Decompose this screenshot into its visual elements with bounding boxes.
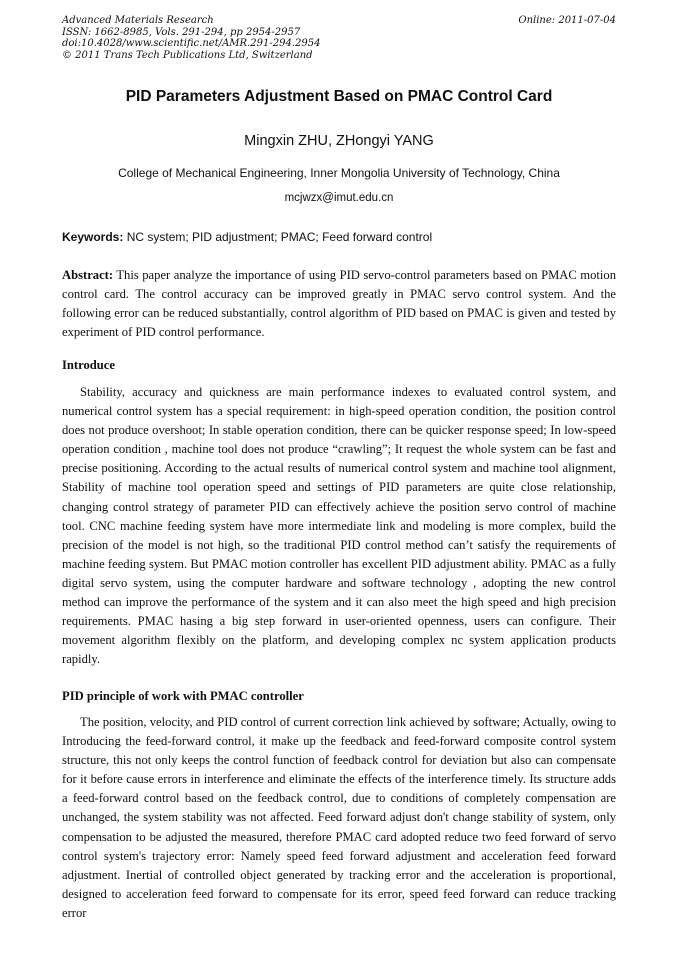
abstract <box>62 266 616 342</box>
affiliation: College of Mechanical Engineering, Inner Mongolia University of Technology, China <box>118 166 560 180</box>
abstract-label: Abstract: <box>62 268 114 282</box>
issn-line: ISSN: 1662-8985, Vols. 291-294, pp 2954-2957 <box>62 26 301 38</box>
authors: Mingxin ZHU, ZHongyi YANG <box>244 133 434 149</box>
section-paragraph-pid-principle: The position, velocity, and PID control of current correction link achieved by software; Actually, owing to Introducing the feed-forward control, it make up the feedback and feed-forward composite control system structure, this not only keeps the control function of feedback control for deviation but also can compensate for it before cause errors in interference and eliminate the effects of the interference timely. Its structure adds a feed-forward control based on the feedback control, due to conditions of completely compensation are unchanged, the system stability was not affected. Feed forward adjust don't change stability of system, only compensation to be adjusted the measured, therefore PMAC card adopted reduce two feed forward of servo control system's trajectory error: Namely speed feed forward adjustment and acceleration feed forward adjustment. Inertial of controlled object generated by tracking error and the acceleration is proportional, designed to acceleration feed forward to compensate for its error, speed feed forward can reduce tracking error <box>62 715 616 920</box>
author-email: mcjwzx@imut.edu.cn <box>284 192 394 204</box>
section-paragraph-introduce: Stability, accuracy and quickness are main performance indexes to evaluated control system, and numerical control system has a special requirement: in high-speed operation condition, the position control does not produce overshoot; In stable operation condition, there can be quicker response speed; In low-speed operation condition , machine tool does not produce “crawling”; It request the whole system can be fast and precise positioning. According to the actual results of numerical control system and machine tool alignment, Stability of machine tool operation speed and settings of PID parameters are quite close relationship, changing control strategy of parameter PID can effectively achieve the position servo control of machine tool. CNC machine feeding system have more intermediate link and modeling is more complex, build the precision of the model is not high, so the traditional PID control method can’t satisfy the requirements of machine feeding system. But PMAC motion controller has excellent PID adjustment ability. PMAC as a fully digital servo system, using the computer hardware and software technology , adopting the new control method can improve the performance of the system and it can also meet the high speed and high precision requirements. PMAC hasing a big step forward in user-oriented openness, users can configure. Their movement algorithm flexibly on the platform, and developing complex nc system application products rapidly. <box>62 385 616 667</box>
copyright-line: © 2011 Trans Tech Publications Ltd, Switzerland <box>62 49 313 61</box>
keywords-text: NC system; PID adjustment; PMAC; Feed forward control <box>126 230 433 244</box>
keywords-label: Keywords: <box>62 230 124 244</box>
section-heading-pid-principle: PID principle of work with PMAC controller <box>62 689 304 703</box>
abstract-text: This paper analyze the importance of using PID servo-control parameters based on PMAC motion control card. The control accuracy can be improved greatly in PMAC servo control system. And the following error can be reduced substantially, control algorithm of PID based on PMAC is given and tested by experiment of PID control performance. <box>62 268 616 340</box>
keywords <box>62 230 616 244</box>
paper-title: PID Parameters Adjustment Based on PMAC Control Card <box>125 88 553 105</box>
journal-name: Advanced Materials Research <box>62 15 214 26</box>
section-heading-introduce: Introduce <box>62 358 115 372</box>
journal-header <box>62 15 616 61</box>
doi-line: doi:10.4028/www.scientific.net/AMR.291-294.2954 <box>62 38 321 49</box>
online-date: Online: 2011-07-04 <box>518 15 616 26</box>
